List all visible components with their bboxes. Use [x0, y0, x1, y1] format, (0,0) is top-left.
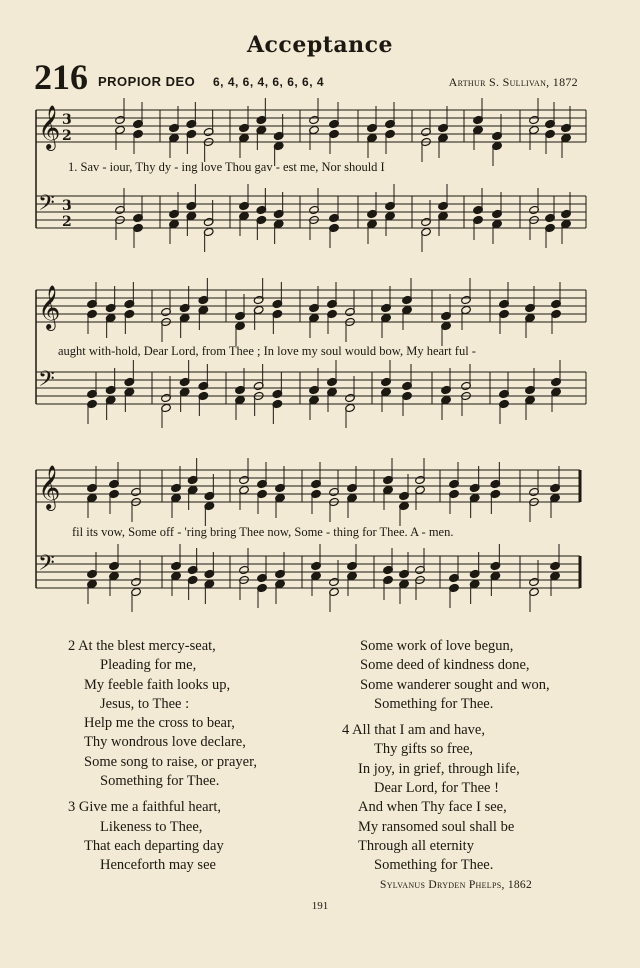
verse-number: 3 — [68, 799, 76, 816]
hymn-title: Acceptance — [246, 32, 394, 58]
verse-line: Through all eternity — [358, 837, 474, 854]
verse-line: Thy gifts so free, — [374, 741, 474, 758]
time-signature-bottom: 2 — [62, 214, 72, 230]
verse-line: At the blest mercy-seat, — [78, 638, 216, 654]
meter: 6, 4, 6, 4, 6, 6, 6, 4 — [213, 75, 325, 89]
verse-line: Some song to raise, or prayer, — [84, 753, 257, 770]
verse-line: Help me the cross to bear, — [84, 715, 235, 732]
time-signature-top: 3 — [62, 198, 72, 214]
verse-line: Some deed of kindness done, — [360, 657, 530, 674]
verse-3-continued — [358, 637, 550, 714]
verse-line: Thy wondrous love declare, — [84, 734, 246, 751]
verse-number: 4 — [342, 722, 350, 739]
verse-line: And when Thy face I see, — [358, 799, 507, 816]
bass-clef: 𝄢 — [38, 191, 55, 221]
verse-line: Some wanderer sought and won, — [360, 676, 550, 693]
treble-clef: 𝄞 — [38, 465, 61, 509]
verse-column-right — [342, 637, 550, 876]
verse-line: My feeble faith looks up, — [84, 676, 231, 693]
verse-line: Some work of love begun, — [360, 638, 514, 654]
treble-clef: 𝄞 — [38, 285, 61, 329]
verse-line: Jesus, to Thee : — [100, 695, 190, 712]
bass-clef: 𝄢 — [38, 367, 55, 397]
page-number: 191 — [311, 900, 329, 912]
verse-line: Pleading for me, — [100, 657, 197, 674]
lyric-line-1: 1. Sav - iour, Thy dy - ing love Thou gav - est me, Nor should I — [68, 160, 385, 174]
author-credit: Sylvanus Dryden Phelps, 1862 — [380, 879, 533, 891]
hymn-number: 216 — [34, 57, 88, 97]
verse-line: Something for Thee. — [374, 695, 494, 712]
tune-name: PROPIOR DEO — [98, 74, 196, 89]
verse-line: Give me a faithful heart, — [78, 799, 221, 816]
verse-line: Likeness to Thee, — [100, 818, 203, 835]
verse-column-left — [68, 637, 257, 876]
verse-line: My ransomed soul shall be — [358, 818, 515, 835]
verse-line: All that I am and have, — [352, 722, 485, 739]
lyric-line-2: aught with-hold, Dear Lord, from Thee ; In love my soul would bow, My heart ful - — [58, 344, 476, 358]
time-signature-top: 3 — [62, 112, 72, 128]
composer: Arthur S. Sullivan, 1872 — [448, 75, 578, 89]
bass-clef: 𝄢 — [38, 551, 55, 581]
verse-line: Henceforth may see — [100, 857, 216, 874]
verse-3 — [68, 798, 257, 875]
lyric-line-3: fil its vow, Some off - 'ring bring Thee now, Some - thing for Thee. A - men. — [72, 525, 454, 539]
verse-line: Dear Lord, for Thee ! — [374, 780, 499, 797]
verse-number: 2 — [68, 638, 76, 654]
verse-line: In joy, in grief, through life, — [358, 760, 520, 777]
verse-2 — [68, 637, 257, 791]
verse-4 — [342, 721, 550, 875]
verse-line: Something for Thee. — [374, 857, 494, 874]
treble-clef: 𝄞 — [38, 105, 61, 149]
verse-line: That each departing day — [84, 837, 224, 854]
verse-line: Something for Thee. — [100, 773, 220, 790]
time-signature-bottom: 2 — [62, 128, 72, 144]
